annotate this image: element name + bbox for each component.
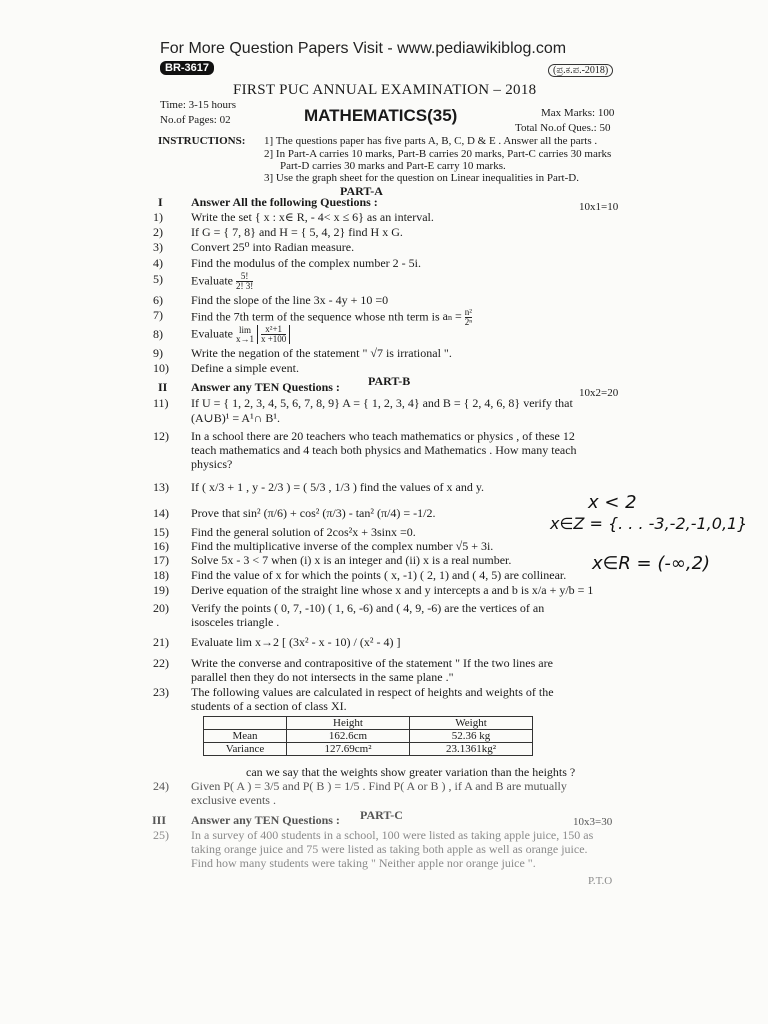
q16-number: 16) [153, 539, 169, 553]
q25-text-3: Find how many students were taking " Neither apple nor orange juice ". [191, 856, 536, 870]
part-a-title: PART-A [340, 184, 383, 198]
q5-number: 5) [153, 272, 163, 286]
table-cell: 127.69cm² [287, 743, 410, 756]
table-cell: 52.36 kg [410, 730, 533, 743]
handwritten-note-2: x∈Z = {. . . -3,-2,-1,0,1} [550, 514, 748, 533]
part-b-roman: II [158, 380, 168, 394]
q22-number: 22) [153, 656, 169, 670]
part-a-heading: Answer All the following Questions : [191, 195, 378, 209]
q10-text: Define a simple event. [191, 361, 299, 375]
instructions-label: INSTRUCTIONS: [158, 135, 246, 147]
table-cell: Mean [204, 730, 287, 743]
q5-label: Evaluate [191, 273, 233, 288]
q8-limit: lim x→1 [235, 324, 254, 344]
total-questions: Total No.of Ques.: 50 [515, 122, 611, 134]
q18-text: Find the value of x for which the points ( x, -1) ( 2, 1) and ( 4, 5) are collinear. [191, 568, 567, 582]
q14-number: 14) [153, 506, 169, 520]
q23-number: 23) [153, 685, 169, 699]
table-cell: 162.6cm [287, 730, 410, 743]
q7-number: 7) [153, 308, 163, 322]
q13-number: 13) [153, 480, 169, 494]
q4-number: 4) [153, 256, 163, 270]
q8-label: Evaluate [191, 326, 233, 341]
q15-number: 15) [153, 525, 169, 539]
paper-code-badge: BR-3617 [160, 61, 214, 75]
q3-number: 3) [153, 240, 163, 254]
q1-number: 1) [153, 210, 163, 224]
part-b-heading: Answer any TEN Questions : [191, 380, 340, 394]
q12-number: 12) [153, 429, 169, 443]
table-header-cell: Weight [410, 717, 533, 730]
q3-text: Convert 25⁰ into Radian measure. [191, 240, 355, 254]
q24-text-2: exclusive events . [191, 793, 276, 807]
q11-text: If U = { 1, 2, 3, 4, 5, 6, 7, 8, 9} A = { 1, 2, 3, 4} and B = { 2, 4, 6, 8} verify that [191, 396, 573, 410]
q5-text [191, 272, 253, 291]
q17-text: Solve 5x - 3 < 7 when (i) x is an integer and (ii) x is a real number. [191, 553, 512, 567]
q25-number: 25) [153, 828, 169, 842]
q8-number: 8) [153, 327, 163, 341]
q9-text: Write the negation of the statement " √7 is irrational ". [191, 346, 452, 360]
q4-text: Find the modulus of the complex number 2 - 5i. [191, 256, 421, 270]
max-marks: Max Marks: 100 [541, 107, 615, 119]
part-a-roman: I [158, 195, 163, 209]
q20-number: 20) [153, 601, 169, 615]
table-row [204, 730, 533, 743]
instruction-line-2: 2] In Part-A carries 10 marks, Part-B carries 20 marks, Part-C carries 30 marks [264, 148, 612, 160]
part-c-title: PART-C [360, 808, 403, 822]
q25-text-1: In a survey of 400 students in a school, 100 were listed as taking apple juice, 150 as [191, 828, 594, 842]
q9-number: 9) [153, 346, 163, 360]
q11-text-2: (A∪B)¹ = A¹∩ B¹. [191, 411, 280, 425]
q15-text: Find the general solution of 2cos²x + 3sinx =0. [191, 525, 416, 539]
table-header-row [204, 717, 533, 730]
q21-text: Evaluate lim x→2 [ (3x² - x - 10) / (x² - 4) ] [191, 635, 401, 649]
q8-fraction: $\frac{\text{x²+1}}{x +100}$ [257, 325, 290, 344]
part-c-heading: Answer any TEN Questions : [191, 813, 340, 827]
q23-text-2: students of a section of class XI. [191, 699, 347, 713]
subject-title: MATHEMATICS(35) [304, 106, 458, 125]
q23-text-3: can we say that the weights show greater variation than the heights ? [246, 765, 576, 779]
paper-right-code: (ಪ್ರ.ಕ.ಪ.-2018) [548, 64, 613, 77]
part-a-marks: 10x1=10 [579, 201, 619, 213]
q5-fraction: $\frac{5!}{2! 3!}$ [235, 271, 254, 291]
handwritten-note-3: x∈R = (-∞,2) [592, 553, 711, 574]
exam-title: FIRST PUC ANNUAL EXAMINATION – 2018 [233, 82, 537, 98]
part-b-marks: 10x2=20 [579, 387, 619, 399]
table-header-cell: Height [287, 717, 410, 730]
q6-number: 6) [153, 293, 163, 307]
q14-text: Prove that sin² (π/6) + cos² (π/3) - tan² (π/4) = -1/2. [191, 506, 436, 520]
q8-text [191, 325, 290, 344]
height-weight-table [203, 716, 533, 756]
q1-text: Write the set { x : x∈ R, - 4< x ≤ 6} as an interval. [191, 210, 434, 224]
q11-number: 11) [153, 396, 169, 410]
instruction-line-4: 3] Use the graph sheet for the question on Linear inequalities in Part-D. [264, 172, 579, 184]
table-cell: 23.1361kg² [410, 743, 533, 756]
part-b-title: PART-B [368, 374, 411, 388]
q25-text-2: taking orange juice and 75 were listed as taking both apple as well as orange juice. [191, 842, 588, 856]
q12-text-2: teach mathematics and 4 teach both physics and Mathematics . How many teach [191, 443, 577, 457]
q2-text: If G = { 7, 8} and H = { 5, 4, 2} find H x G. [191, 225, 403, 239]
q7-text: Find the 7th term of the sequence whose nth term is an = $\frac{\text{n²}}{\text{2ⁿ}}$ [191, 307, 473, 327]
q19-text: Derive equation of the straight line whose x and y intercepts a and b is x/a + y/b = 1 [191, 583, 594, 597]
instruction-line-3: Part-D carries 30 marks and Part-E carry 10 marks. [280, 160, 506, 172]
q22-text-2: parallel then they do not intersects in the same plane ." [191, 670, 454, 684]
q16-text: Find the multiplicative inverse of the complex number √5 + 3i. [191, 539, 494, 553]
q6-text: Find the slope of the line 3x - 4y + 10 =0 [191, 293, 389, 307]
q20-text-2: isosceles triangle . [191, 615, 280, 629]
q7-fraction: $\frac{\text{n²}}{\text{2ⁿ}}$ [464, 307, 473, 327]
q23-text: The following values are calculated in respect of heights and weights of the [191, 685, 554, 699]
q22-text: Write the converse and contrapositive of the statement " If the two lines are [191, 656, 553, 670]
q24-number: 24) [153, 779, 169, 793]
website-banner: For More Question Papers Visit - www.pediawikiblog.com [160, 40, 567, 57]
part-c-roman: III [152, 813, 167, 827]
exam-time: Time: 3-15 hours [160, 99, 236, 111]
q2-number: 2) [153, 225, 163, 239]
table-row [204, 743, 533, 756]
q18-number: 18) [153, 568, 169, 582]
table-cell: Variance [204, 743, 287, 756]
page-count: No.of Pages: 02 [160, 114, 231, 126]
handwritten-note-1: x < 2 [588, 492, 637, 513]
q12-text-3: physics? [191, 457, 233, 471]
q12-text: In a school there are 20 teachers who teach mathematics or physics , of these 12 [191, 429, 575, 443]
pto-note: P.T.O [588, 875, 613, 887]
q24-text: Given P( A ) = 3/5 and P( B ) = 1/5 . Find P( A or B ) , if A and B are mutually [191, 779, 567, 793]
q19-number: 19) [153, 583, 169, 597]
q10-number: 10) [153, 361, 169, 375]
q21-number: 21) [153, 635, 169, 649]
q13-text: If ( x/3 + 1 , y - 2/3 ) = ( 5/3 , 1/3 ) find the values of x and y. [191, 480, 485, 494]
q17-number: 17) [153, 553, 169, 567]
table-header-cell [204, 717, 287, 730]
q7-label: Find the 7th term of the sequence whose nth term is [191, 309, 440, 324]
instruction-line-1: 1] The questions paper has five parts A, B, C, D & E . Answer all the parts . [264, 135, 598, 147]
q20-text: Verify the points ( 0, 7, -10) ( 1, 6, -6) and ( 4, 9, -6) are the vertices of an [191, 601, 545, 615]
part-c-marks: 10x3=30 [573, 816, 613, 828]
